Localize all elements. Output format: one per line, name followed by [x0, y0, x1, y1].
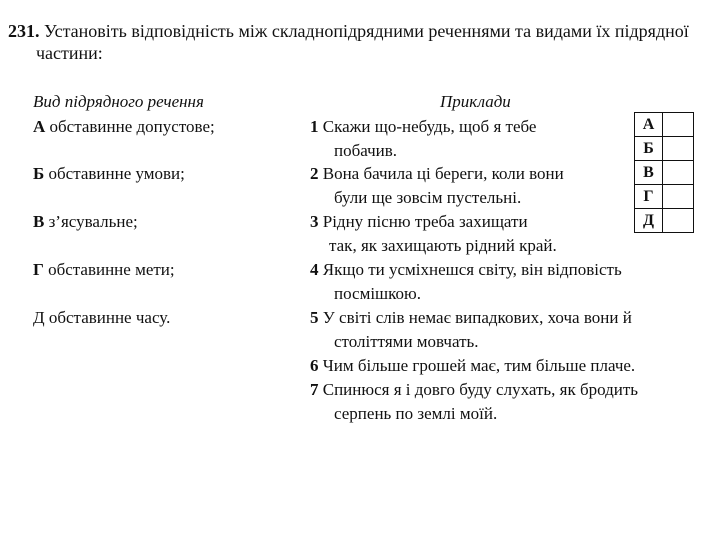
type-letter: Д — [33, 308, 45, 327]
type-item — [33, 117, 215, 137]
type-text: обставинне мети; — [48, 260, 175, 279]
task-title — [8, 20, 689, 42]
task-text-continuation: частини: — [36, 43, 103, 63]
task-text: Установіть відповідність між складнопідрядними реченнями та видами їх підрядної — [44, 21, 689, 41]
example-text: Рідну пісню треба захищати — [322, 212, 528, 231]
type-item — [33, 212, 138, 232]
answer-row — [635, 161, 694, 185]
example-item — [310, 380, 638, 400]
answer-cell[interactable] — [663, 137, 694, 161]
example-number: 5 — [310, 308, 319, 327]
example-item — [310, 164, 564, 184]
answer-cell[interactable] — [663, 185, 694, 209]
answer-row — [635, 185, 694, 209]
examples-header: Приклади — [440, 92, 511, 111]
example-continuation: були ще зовсім пустельні. — [334, 188, 522, 207]
example-continuation: посмішкою. — [334, 284, 421, 303]
types-header: Вид підрядного речення — [33, 92, 204, 111]
answer-cell[interactable] — [663, 161, 694, 185]
answer-grid — [634, 112, 694, 233]
type-letter: Б — [33, 164, 45, 183]
type-letter: Г — [33, 260, 44, 279]
example-item — [310, 117, 536, 137]
example-continuation: так, як захищають рідний край. — [329, 236, 557, 255]
example-item — [310, 260, 622, 280]
example-item — [310, 356, 635, 376]
type-text: обставинне допустове; — [49, 117, 215, 136]
example-number: 6 — [310, 356, 319, 375]
answer-row-letter: А — [635, 113, 663, 137]
type-item — [33, 308, 170, 328]
type-letter: В — [33, 212, 45, 231]
example-text: Якщо ти усміхнешся світу, він відповість — [322, 260, 622, 279]
example-continuation: століттями мовчать. — [334, 332, 479, 351]
task-number: 231. — [8, 21, 40, 41]
answer-cell[interactable] — [663, 113, 694, 137]
answer-row — [635, 209, 694, 233]
answer-row-letter: В — [635, 161, 663, 185]
type-text: з’ясувальне; — [48, 212, 138, 231]
example-text: Чим більше грошей має, тим більше плаче. — [322, 356, 636, 375]
example-number: 4 — [310, 260, 319, 279]
answer-cell[interactable] — [663, 209, 694, 233]
type-text: обставинне часу. — [48, 308, 171, 327]
example-text: Вона бачила ці береги, коли вони — [322, 164, 564, 183]
type-item — [33, 260, 175, 280]
example-number: 1 — [310, 117, 319, 136]
example-text: Скажи що-небудь, щоб я тебе — [322, 117, 537, 136]
type-text: обставинне умови; — [48, 164, 185, 183]
example-continuation: побачив. — [334, 141, 398, 160]
example-item — [310, 212, 528, 232]
answer-row — [635, 113, 694, 137]
type-letter: А — [33, 117, 46, 136]
example-number: 2 — [310, 164, 319, 183]
example-item — [310, 308, 632, 328]
answer-row — [635, 137, 694, 161]
example-number: 7 — [310, 380, 319, 399]
answer-row-letter: Б — [635, 137, 663, 161]
answer-row-letter: Д — [635, 209, 663, 233]
example-number: 3 — [310, 212, 319, 231]
answer-row-letter: Г — [635, 185, 663, 209]
example-text: У світі слів немає випадкових, хоча вони й — [322, 308, 632, 327]
example-text: Спинюся я і довго буду слухать, як бродить — [322, 380, 639, 399]
type-item — [33, 164, 185, 184]
example-continuation: серпень по землі моїй. — [334, 404, 498, 423]
